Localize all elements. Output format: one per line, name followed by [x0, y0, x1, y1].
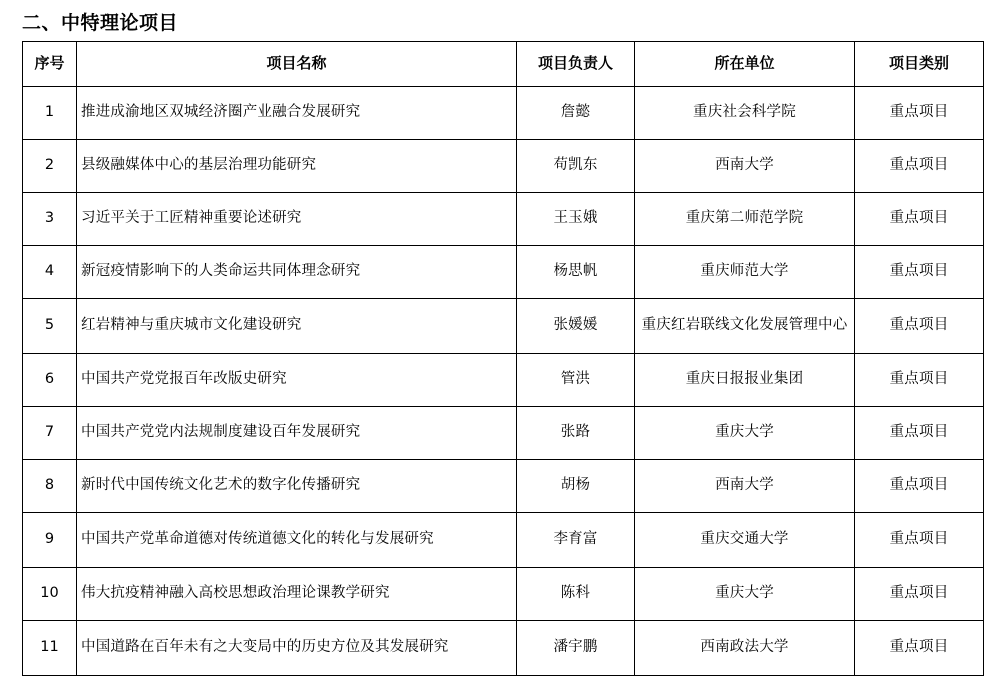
- cell-leader: 张媛媛: [517, 299, 635, 354]
- table-header-row: [23, 42, 984, 87]
- cell-index: 5: [23, 299, 77, 354]
- table-row: [23, 246, 984, 299]
- cell-project-name: 县级融媒体中心的基层治理功能研究: [77, 140, 517, 193]
- cell-unit: 重庆交通大学: [635, 513, 855, 568]
- table-body: [23, 87, 984, 676]
- cell-index: 4: [23, 246, 77, 299]
- column-header-index: 序号: [23, 42, 77, 87]
- cell-unit: 重庆日报报业集团: [635, 354, 855, 407]
- cell-type: 重点项目: [855, 87, 984, 140]
- projects-table: [22, 41, 984, 676]
- cell-index: 6: [23, 354, 77, 407]
- cell-leader: 陈科: [517, 568, 635, 621]
- table-row: [23, 568, 984, 621]
- page-title: 二、中特理论项目: [22, 12, 179, 34]
- cell-unit: 重庆社会科学院: [635, 87, 855, 140]
- cell-leader: 杨思帆: [517, 246, 635, 299]
- cell-index: 8: [23, 460, 77, 513]
- table-header: [23, 42, 984, 87]
- cell-leader: 詹懿: [517, 87, 635, 140]
- cell-type: 重点项目: [855, 513, 984, 568]
- cell-unit: 重庆红岩联线文化发展管理中心: [635, 299, 855, 354]
- cell-project-name: 推进成渝地区双城经济圈产业融合发展研究: [77, 87, 517, 140]
- cell-type: 重点项目: [855, 568, 984, 621]
- cell-leader: 管洪: [517, 354, 635, 407]
- cell-project-name: 伟大抗疫精神融入高校思想政治理论课教学研究: [77, 568, 517, 621]
- column-header-type: 项目类别: [855, 42, 984, 87]
- cell-project-name: 中国共产党党内法规制度建设百年发展研究: [77, 407, 517, 460]
- cell-type: 重点项目: [855, 407, 984, 460]
- cell-unit: 重庆大学: [635, 407, 855, 460]
- cell-leader: 潘宇鹏: [517, 621, 635, 676]
- cell-index: 1: [23, 87, 77, 140]
- cell-index: 11: [23, 621, 77, 676]
- cell-unit: 西南大学: [635, 460, 855, 513]
- cell-type: 重点项目: [855, 621, 984, 676]
- table-row: [23, 140, 984, 193]
- cell-unit: 重庆师范大学: [635, 246, 855, 299]
- cell-project-name: 新时代中国传统文化艺术的数字化传播研究: [77, 460, 517, 513]
- cell-index: 10: [23, 568, 77, 621]
- cell-project-name: 中国共产党革命道德对传统道德文化的转化与发展研究: [77, 513, 517, 568]
- cell-leader: 胡杨: [517, 460, 635, 513]
- cell-unit: 西南大学: [635, 140, 855, 193]
- table-row: [23, 354, 984, 407]
- cell-type: 重点项目: [855, 193, 984, 246]
- cell-index: 7: [23, 407, 77, 460]
- cell-unit: 重庆第二师范学院: [635, 193, 855, 246]
- cell-type: 重点项目: [855, 299, 984, 354]
- table-row: [23, 621, 984, 676]
- cell-project-name: 新冠疫情影响下的人类命运共同体理念研究: [77, 246, 517, 299]
- cell-type: 重点项目: [855, 354, 984, 407]
- cell-leader: 李育富: [517, 513, 635, 568]
- cell-leader: 王玉娥: [517, 193, 635, 246]
- column-header-project-name: 项目名称: [77, 42, 517, 87]
- table-row: [23, 407, 984, 460]
- column-header-leader: 项目负责人: [517, 42, 635, 87]
- cell-project-name: 红岩精神与重庆城市文化建设研究: [77, 299, 517, 354]
- column-header-unit: 所在单位: [635, 42, 855, 87]
- cell-index: 3: [23, 193, 77, 246]
- table-row: [23, 513, 984, 568]
- table-row: [23, 299, 984, 354]
- cell-index: 2: [23, 140, 77, 193]
- cell-unit: 西南政法大学: [635, 621, 855, 676]
- cell-project-name: 中国道路在百年未有之大变局中的历史方位及其发展研究: [77, 621, 517, 676]
- table-row: [23, 460, 984, 513]
- table-row: [23, 87, 984, 140]
- cell-project-name: 中国共产党党报百年改版史研究: [77, 354, 517, 407]
- cell-type: 重点项目: [855, 460, 984, 513]
- table-container: [0, 41, 1005, 676]
- cell-type: 重点项目: [855, 140, 984, 193]
- cell-project-name: 习近平关于工匠精神重要论述研究: [77, 193, 517, 246]
- cell-unit: 重庆大学: [635, 568, 855, 621]
- cell-leader: 张路: [517, 407, 635, 460]
- cell-index: 9: [23, 513, 77, 568]
- cell-type: 重点项目: [855, 246, 984, 299]
- cell-leader: 苟凯东: [517, 140, 635, 193]
- table-row: [23, 193, 984, 246]
